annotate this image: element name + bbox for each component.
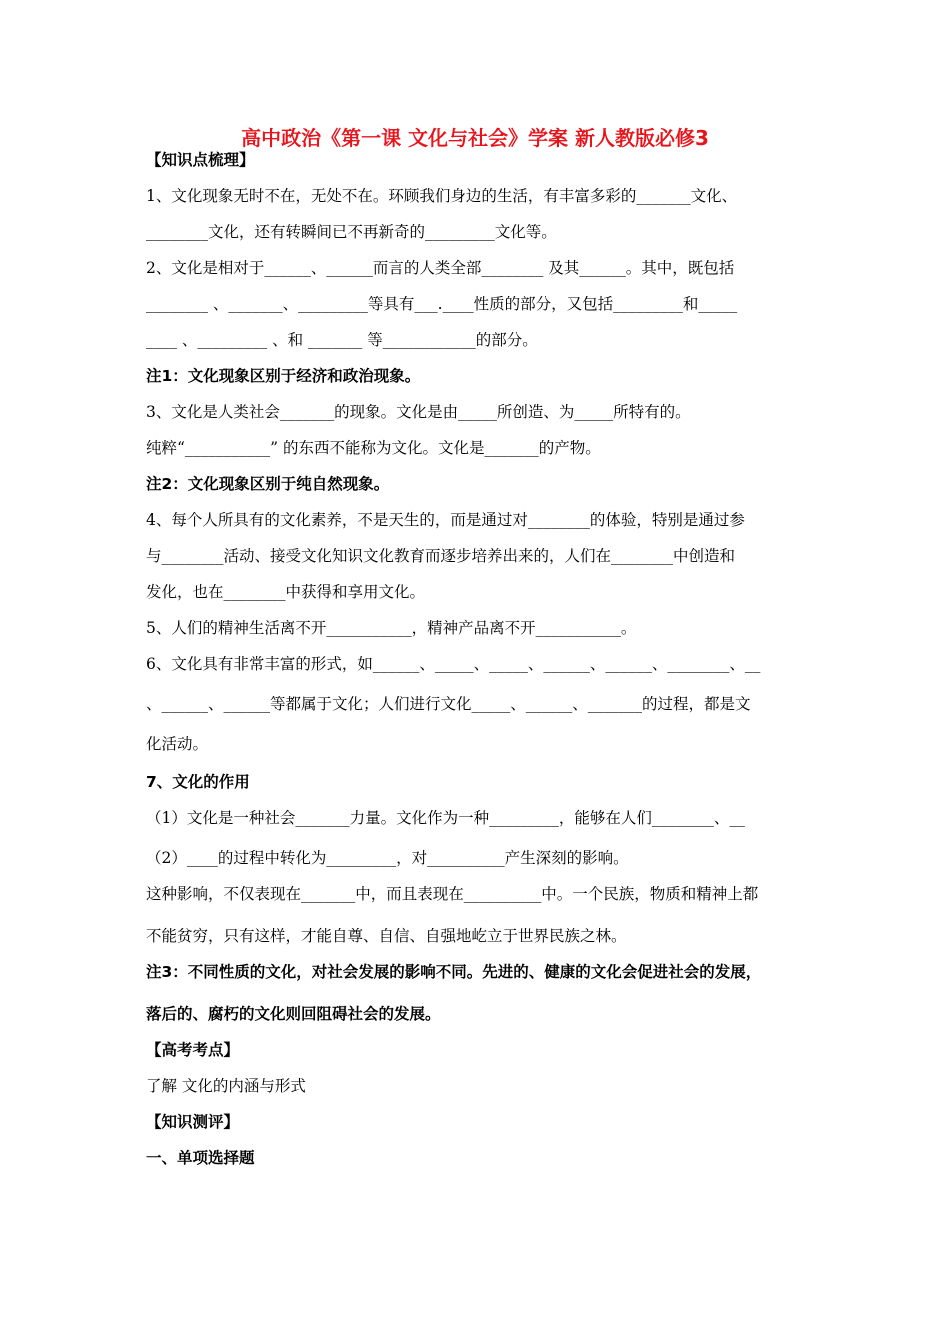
note-line: 落后的、腐朽的文化则回阻碍社会的发展。	[146, 1005, 441, 1023]
section-heading: 【知识点梳理】	[146, 151, 255, 169]
note-line: 注2：文化现象区别于纯自然现象。	[146, 475, 390, 493]
section-heading: 【高考考点】	[146, 1041, 240, 1059]
text-line: 不能贫穷，只有这样，才能自尊、自信、自强地屹立于世界民族之林。	[146, 927, 627, 945]
text-line: 与________活动、接受文化知识文化教育而逐步培养出来的，人们在________中创造和	[146, 547, 736, 565]
text-line: （2）____的过程中转化为_________，对__________产生深刻的影响。	[146, 849, 629, 867]
note-line: 注3：不同性质的文化，对社会发展的影响不同。先进的、健康的文化会促进社会的发展，	[146, 963, 762, 981]
document-title: 高中政治《第一课 文化与社会》学案 新人教版必修3	[241, 126, 709, 150]
text-line: 5、人们的精神生活离不开___________，精神产品离不开___________。	[146, 619, 637, 637]
text-line: 纯粹“___________” 的东西不能称为文化。文化是_______的产物。	[146, 439, 601, 457]
text-line: ________文化，还有转瞬间已不再新奇的_________文化等。	[146, 223, 557, 241]
text-line: ________ 、_______、_________等具有___.____性质的部分，又包括_________和_____	[146, 295, 738, 313]
section-heading: 7、文化的作用	[146, 773, 250, 791]
text-line: 3、文化是人类社会_______的现象。文化是由_____所创造、为_____所特有的。	[146, 403, 691, 421]
text-line: 4、每个人所具有的文化素养，不是天生的，而是通过对________的体验，特别是通过参	[146, 511, 745, 529]
text-line: 了解 文化的内涵与形式	[146, 1077, 306, 1095]
text-line: 2、文化是相对于______、______而言的人类全部________ 及其______。其中，既包括	[146, 259, 735, 277]
text-line: 6、文化具有非常丰富的形式，如______、_____、_____、______、______、________、__	[146, 655, 761, 673]
text-line: 、______、______等都属于文化；人们进行文化_____、______、_______的过程，都是文	[146, 695, 751, 713]
text-line: 1、文化现象无时不在，无处不在。环顾我们身边的生活，有丰富多彩的_______文化、	[146, 187, 738, 205]
text-line: 化活动。	[146, 735, 209, 753]
text-line: （1）文化是一种社会_______力量。文化作为一种_________，能够在人们________、__	[146, 809, 745, 827]
text-line: 这种影响，不仅表现在_______中，而且表现在__________中。一个民族，物质和精神上都	[146, 885, 759, 903]
section-heading: 一、单项选择题	[146, 1149, 255, 1167]
text-line: 发化，也在________中获得和享用文化。	[146, 583, 426, 601]
text-line: ____ 、_________ 、和 _______ 等____________的部分。	[146, 331, 538, 349]
section-heading: 【知识测评】	[146, 1113, 240, 1131]
note-line: 注1：文化现象区别于经济和政治现象。	[146, 367, 421, 385]
